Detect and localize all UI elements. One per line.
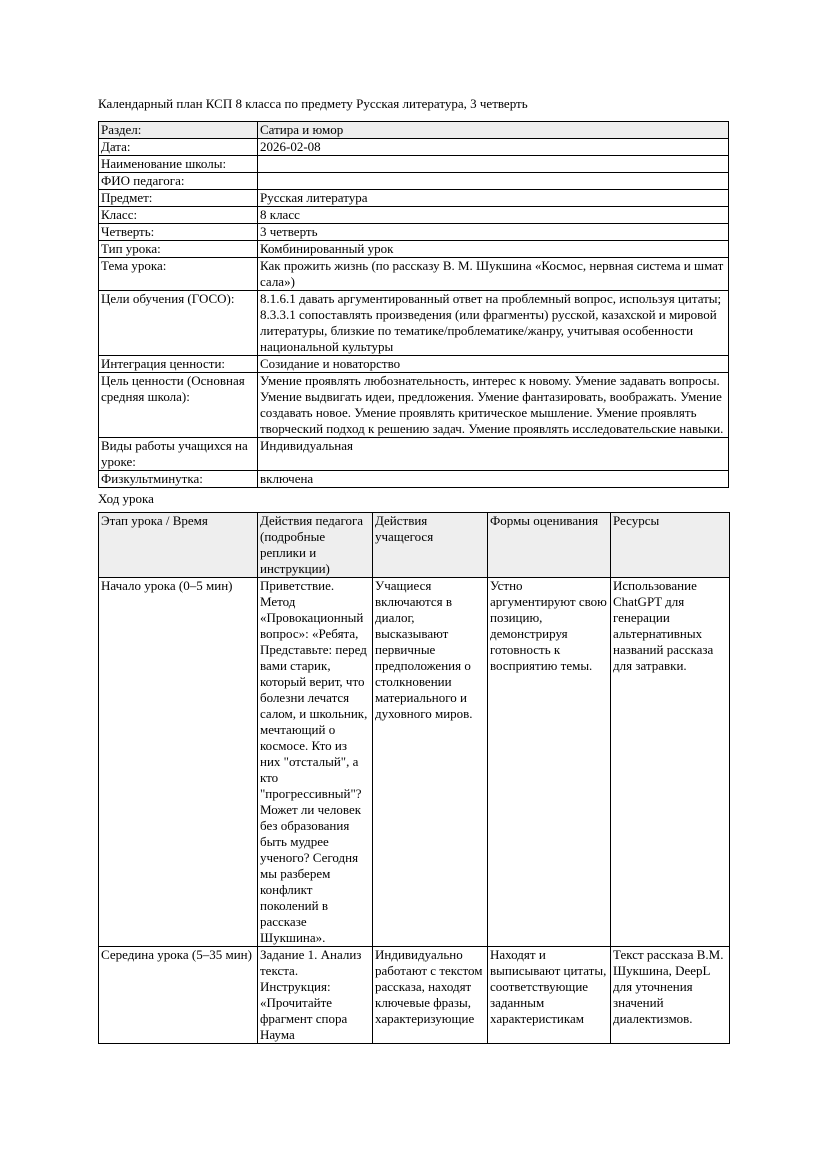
info-row-work-types — [99, 438, 729, 471]
header-assessment-forms: Формы оценивания — [488, 513, 611, 578]
assessment-cell: Устно аргументируют свою позицию, демонстрируя готовность к восприятию темы. — [488, 578, 611, 947]
document-content — [98, 96, 729, 1044]
header-student-actions: Действия учащегося — [373, 513, 488, 578]
info-value: Русская литература — [258, 190, 729, 207]
info-label: ФИО педагога: — [99, 173, 258, 190]
teacher-actions-cell: Задание 1. Анализ текста. Инструкция: «Прочитайте фрагмент спора Наума — [258, 947, 373, 1044]
info-label: Раздел: — [99, 122, 258, 139]
header-teacher-actions: Действия педагога (подробные реплики и инструкции) — [258, 513, 373, 578]
info-value: включена — [258, 471, 729, 488]
stage-cell: Начало урока (0–5 мин) — [99, 578, 258, 947]
stage-cell: Середина урока (5–35 мин) — [99, 947, 258, 1044]
info-row-lesson-topic — [99, 258, 729, 291]
info-label: Цели обучения (ГОСО): — [99, 291, 258, 356]
lesson-flow-table — [98, 512, 730, 1044]
lesson-row-middle — [99, 947, 730, 1044]
info-label: Наименование школы: — [99, 156, 258, 173]
info-value: Созидание и новаторство — [258, 356, 729, 373]
student-actions-cell: Индивидуально работают с текстом рассказа, находят ключевые фразы, характеризующие — [373, 947, 488, 1044]
info-row-school — [99, 156, 729, 173]
info-row-exercise-break — [99, 471, 729, 488]
info-row-section — [99, 122, 729, 139]
info-label: Дата: — [99, 139, 258, 156]
info-label: Тип урока: — [99, 241, 258, 258]
info-value: Как прожить жизнь (по рассказу В. М. Шукшина «Космос, нервная система и шмат сала») — [258, 258, 729, 291]
info-value: 3 четверть — [258, 224, 729, 241]
info-row-quarter — [99, 224, 729, 241]
info-label: Четверть: — [99, 224, 258, 241]
info-row-date — [99, 139, 729, 156]
lesson-row-start — [99, 578, 730, 947]
info-value: Комбинированный урок — [258, 241, 729, 258]
lesson-info-table — [98, 121, 729, 488]
info-label: Интеграция ценности: — [99, 356, 258, 373]
info-label: Виды работы учащихся на уроке: — [99, 438, 258, 471]
info-value — [258, 173, 729, 190]
resources-cell: Текст рассказа В.М. Шукшина, DeepL для уточнения значений диалектизмов. — [611, 947, 730, 1044]
info-value: Индивидуальная — [258, 438, 729, 471]
student-actions-cell: Учащиеся включаются в диалог, высказывают первичные предположения о столкновении материального и духовного миров. — [373, 578, 488, 947]
info-row-class — [99, 207, 729, 224]
info-row-teacher-name — [99, 173, 729, 190]
document-title: Календарный план КСП 8 класса по предмету Русская литература, 3 четверть — [98, 96, 528, 111]
lesson-flow-heading: Ход урока — [98, 491, 154, 506]
info-row-learning-goals — [99, 291, 729, 356]
teacher-actions-cell: Приветствие. Метод «Провокационный вопрос»: «Ребята, Представьте: перед вами старик, который верит, что болезни лечатся салом, и школьник, мечтающий о космосе. Кто из них "отсталый", а кто "прогрессивный"? Может ли человек без образования быть мудрее ученого? Сегодня мы разберем конфликт поколений в рассказе Шукшина». — [258, 578, 373, 947]
info-value: 8 класс — [258, 207, 729, 224]
info-row-lesson-type — [99, 241, 729, 258]
resources-cell: Использование ChatGPT для генерации альтернативных названий рассказа для затравки. — [611, 578, 730, 947]
info-label: Цель ценности (Основная средняя школа): — [99, 373, 258, 438]
info-label: Класс: — [99, 207, 258, 224]
info-row-value-goal — [99, 373, 729, 438]
header-stage-time: Этап урока / Время — [99, 513, 258, 578]
info-value: Сатира и юмор — [258, 122, 729, 139]
info-value: 8.1.6.1 давать аргументированный ответ на проблемный вопрос, используя цитаты; 8.3.3.1 сопоставлять произведения (или фрагменты) русской, казахской и мировой литературы, близкие по тематике/проблематике/жанру, учитывая особенности национальной культуры — [258, 291, 729, 356]
info-row-subject — [99, 190, 729, 207]
info-value: 2026-02-08 — [258, 139, 729, 156]
info-label: Физкультминутка: — [99, 471, 258, 488]
header-resources: Ресурсы — [611, 513, 730, 578]
info-row-values-integration — [99, 356, 729, 373]
info-value: Умение проявлять любознательность, интерес к новому. Умение задавать вопросы. Умение выдвигать идеи, предложения. Умение фантазировать, воображать. Умение создавать новое. Умение проявлять критическое мышление. Умение проявлять творческий подход к решению задач. Умение проявлять исследовательские навыки. — [258, 373, 729, 438]
lesson-table-header-row — [99, 513, 730, 578]
assessment-cell: Находят и выписывают цитаты, соответствующие заданным характеристикам — [488, 947, 611, 1044]
info-value — [258, 156, 729, 173]
info-label: Предмет: — [99, 190, 258, 207]
info-label: Тема урока: — [99, 258, 258, 291]
